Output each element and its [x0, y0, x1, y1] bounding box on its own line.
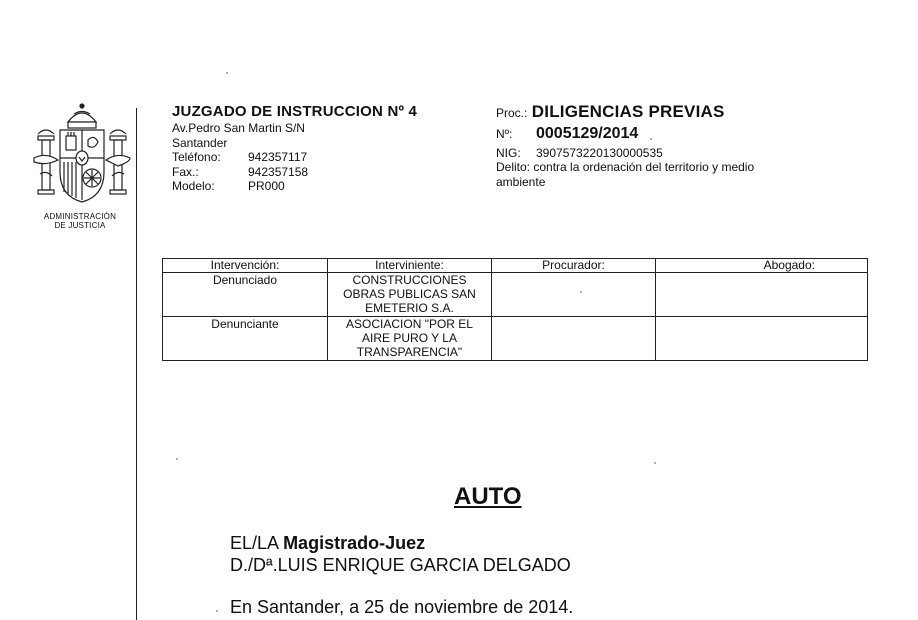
scan-speck: [176, 458, 178, 460]
magistrado-line: [230, 533, 425, 554]
scan-speck: [580, 291, 582, 293]
nig-value: 3907573220130000535: [536, 146, 663, 160]
cell-interviniente: ASOCIACION "POR EL AIRE PURO Y LA TRANSPARENCIA": [328, 317, 492, 361]
judge-name: D./Dª.LUIS ENRIQUE GARCIA DELGADO: [230, 555, 571, 575]
cell-abogado: [656, 273, 868, 317]
nig-row: [496, 146, 663, 160]
scan-speck: [226, 72, 228, 74]
cell-procurador: [492, 317, 656, 361]
phone-value: 942357117: [248, 150, 308, 164]
delito-label: Delito:: [496, 160, 531, 174]
header-interviniente: Interviniente:: [328, 259, 492, 273]
emblem-label-line1: ADMINISTRACIÓN: [43, 212, 117, 221]
cell-abogado: [656, 317, 868, 361]
header-intervencion: Intervención:: [163, 259, 328, 273]
scan-speck: [216, 610, 218, 612]
spain-coat-of-arms-icon: [30, 100, 134, 212]
case-number-label: Nº:: [496, 127, 513, 141]
scan-speck: [650, 138, 652, 140]
model-label: Modelo:: [172, 179, 215, 193]
cell-intervencion: Denunciante: [163, 317, 328, 361]
court-model-row: [172, 179, 308, 194]
scan-speck: [654, 462, 656, 464]
nig-label: NIG:: [496, 146, 521, 160]
court-city: Santander: [172, 135, 228, 150]
court-details: [172, 121, 308, 194]
cell-interviniente: CONSTRUCCIONES OBRAS PUBLICAS SAN EMETERIO S.A.: [328, 273, 492, 317]
delito-row: [496, 160, 796, 190]
date-line: En Santander, a 25 de noviembre de 2014.: [230, 597, 574, 617]
header-procurador: Procurador:: [492, 259, 656, 273]
emblem-label-line2: DE JUSTICIA: [54, 221, 106, 230]
case-number-row: [496, 125, 638, 143]
cell-procurador: [492, 273, 656, 317]
document-heading: AUTO: [454, 483, 522, 510]
court-fax-row: [172, 165, 308, 180]
court-phone-row: [172, 150, 308, 165]
court-address: Av.Pedro San Martin S/N: [172, 121, 305, 135]
magistrado-prefix: EL/LA: [230, 533, 279, 553]
court-name: JUZGADO DE INSTRUCCION Nº 4: [172, 103, 418, 120]
table-row: [163, 317, 868, 361]
delito-value: contra la ordenación del territorio y medio ambiente: [496, 160, 755, 189]
magistrado-title: Magistrado-Juez: [283, 533, 426, 553]
emblem-label: [34, 212, 126, 230]
parties-header-row: [163, 259, 868, 273]
proc-type: DILIGENCIAS PREVIAS: [531, 102, 725, 121]
proc-row: [496, 102, 725, 122]
fax-value: 942357158: [248, 164, 309, 179]
case-number: 0005129/2014: [536, 125, 639, 142]
header-abogado: Abogado:: [656, 259, 868, 273]
model-value: PR000: [248, 179, 285, 193]
table-row: [163, 273, 868, 317]
phone-label: Teléfono:: [172, 150, 221, 164]
cell-intervencion: Denunciado: [163, 273, 328, 317]
margin-rule: [136, 108, 137, 620]
proc-label: Proc.:: [496, 106, 528, 120]
parties-table: [162, 258, 868, 361]
fax-label: Fax.:: [172, 164, 199, 179]
